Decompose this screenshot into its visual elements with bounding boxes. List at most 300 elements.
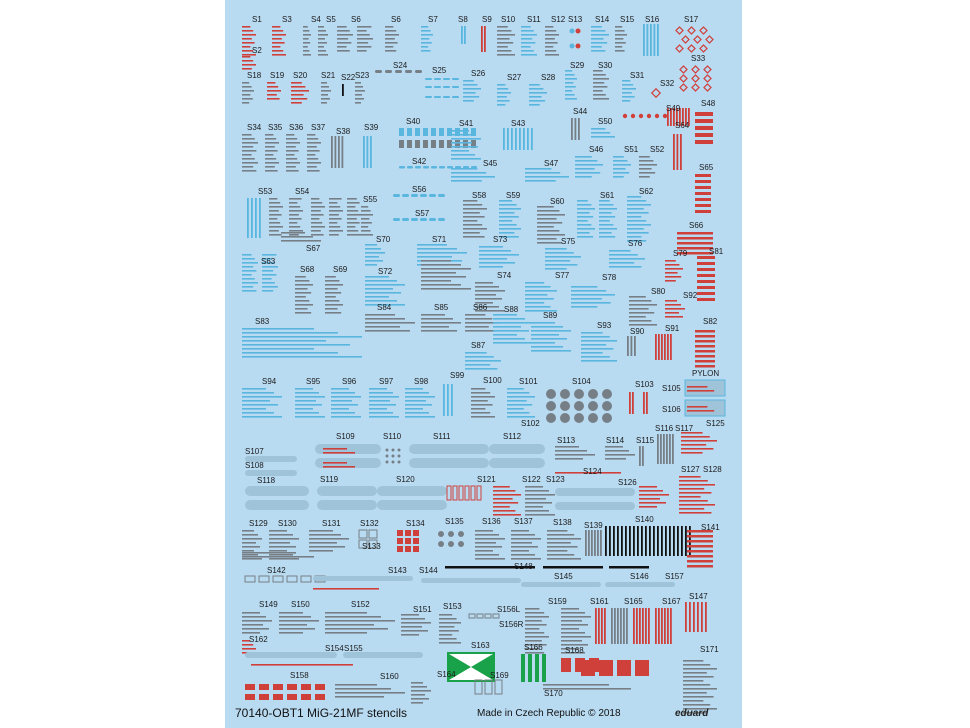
- stencil-mark: [463, 100, 474, 102]
- stencil-mark: [329, 226, 340, 228]
- stencil-mark: [669, 434, 671, 464]
- stencil-mark: [329, 210, 343, 212]
- stencil-mark: [465, 326, 489, 328]
- stencil-mark: [680, 66, 687, 73]
- stencil-mark: [581, 352, 603, 354]
- stencil-mark: [242, 648, 256, 650]
- stencil-mark: [265, 146, 275, 148]
- stencil-mark: [525, 290, 557, 292]
- stencil-mark: [555, 450, 587, 452]
- stencil-mark: [683, 664, 710, 666]
- stencil-mark: [595, 608, 597, 644]
- stencil-mark: [369, 412, 393, 414]
- stencil-mark: [311, 222, 322, 224]
- stencil-mark: [475, 530, 493, 532]
- stencil-mark: [645, 608, 647, 644]
- stencil-mark: [242, 556, 314, 558]
- stencil-mark: [542, 654, 546, 682]
- stencil-mark: [289, 230, 303, 232]
- stencil-mark: [497, 38, 510, 40]
- stencil-label: S120: [396, 475, 415, 484]
- stencil-label: S5: [326, 15, 336, 24]
- stencil-mark: [471, 416, 495, 418]
- stencil-mark: [331, 412, 355, 414]
- stencil-mark: [511, 554, 535, 556]
- stencil-mark: [438, 218, 445, 221]
- stencil-mark: [331, 388, 349, 390]
- stencil-mark: [342, 84, 344, 96]
- stencil-mark: [497, 96, 507, 98]
- stencil-mark: [439, 626, 454, 628]
- stencil-mark: [307, 154, 315, 156]
- stencil-mark: [664, 608, 666, 644]
- stencil-mark: [560, 389, 570, 399]
- stencil-mark: [475, 298, 502, 300]
- stencil-mark: [683, 680, 703, 682]
- stencil-mark: [588, 413, 598, 423]
- stencil-mark: [405, 396, 435, 398]
- stencil-mark: [629, 324, 657, 326]
- stencil-mark: [685, 380, 725, 396]
- stencil-mark: [369, 408, 387, 410]
- stencil-mark: [643, 24, 645, 56]
- stencil-mark: [417, 244, 447, 246]
- stencil-mark: [525, 306, 551, 308]
- stencil-label: S69: [333, 265, 348, 274]
- stencil-mark: [242, 624, 263, 626]
- stencil-mark: [451, 176, 495, 178]
- stencil-mark: [398, 455, 401, 458]
- stencil-mark: [421, 280, 451, 282]
- stencil-mark: [507, 412, 529, 414]
- stencil-mark: [465, 318, 492, 320]
- stencil-mark: [303, 26, 308, 28]
- stencil-mark: [575, 168, 595, 170]
- stencil-mark: [677, 242, 713, 245]
- stencil-mark: [439, 622, 461, 624]
- stencil-mark: [588, 401, 598, 411]
- stencil-mark: [561, 640, 582, 642]
- stencil-mark: [242, 102, 249, 104]
- stencil-mark: [525, 286, 551, 288]
- stencil-mark: [547, 558, 581, 560]
- stencil-mark: [315, 694, 325, 700]
- stencil-mark: [521, 42, 535, 44]
- stencil-mark: [401, 618, 425, 620]
- stencil-mark: [647, 24, 649, 56]
- stencil-mark: [625, 526, 627, 556]
- stencil-mark: [525, 180, 556, 182]
- stencil-label: S21: [321, 71, 336, 80]
- stencil-mark: [421, 268, 471, 270]
- stencil-mark: [560, 413, 570, 423]
- stencil-mark: [525, 302, 544, 304]
- stencil-mark: [242, 146, 253, 148]
- stencil-mark: [521, 46, 531, 48]
- stencil-mark: [495, 680, 502, 694]
- stencil-label: S12: [551, 15, 566, 24]
- stencil-mark: [493, 502, 518, 504]
- stencil-label: S87: [471, 341, 486, 350]
- stencil-label: S93: [597, 321, 612, 330]
- stencil-mark: [347, 234, 361, 236]
- stencil-label: S142: [267, 566, 286, 575]
- stencil-mark: [242, 34, 256, 36]
- stencil-mark: [695, 210, 711, 213]
- stencil-label: S113: [557, 436, 576, 445]
- stencil-mark: [361, 214, 373, 216]
- stencil-mark: [415, 70, 422, 73]
- stencil-mark: [421, 322, 461, 324]
- stencil-mark: [681, 440, 717, 442]
- stencil-mark: [463, 228, 487, 230]
- stencil-mark: [683, 660, 703, 662]
- stencil-mark: [685, 400, 725, 416]
- stencil-mark: [463, 232, 480, 234]
- stencil-mark: [289, 202, 297, 204]
- stencil-mark: [555, 454, 595, 456]
- stencil-mark: [335, 696, 384, 698]
- stencil-mark: [318, 30, 326, 32]
- stencil-label: S17: [684, 15, 699, 24]
- stencil-mark: [622, 80, 630, 82]
- stencil-mark: [323, 448, 347, 450]
- stencil-mark: [325, 304, 343, 306]
- stencil-mark: [545, 42, 558, 44]
- stencil-mark: [423, 140, 428, 148]
- stencil-mark: [571, 298, 602, 300]
- stencil-label: S18: [247, 71, 262, 80]
- stencil-label: S49: [666, 104, 681, 113]
- stencil-mark: [622, 84, 633, 86]
- stencil-label: S42: [412, 157, 427, 166]
- stencil-mark: [242, 352, 338, 354]
- stencil-label: S22: [341, 73, 356, 82]
- stencil-mark: [665, 276, 681, 278]
- stencil-mark: [617, 526, 619, 556]
- stencil-mark: [497, 54, 515, 56]
- stencil-mark: [303, 38, 309, 40]
- stencil-mark: [369, 400, 390, 402]
- stencil-mark: [311, 230, 321, 232]
- stencil-mark: [242, 68, 252, 70]
- stencil-mark: [499, 212, 514, 214]
- stencil-mark: [681, 452, 703, 454]
- stencil-mark: [593, 94, 606, 96]
- stencil-mark: [511, 546, 538, 548]
- stencil-mark: [581, 356, 610, 358]
- stencil-mark: [683, 688, 717, 690]
- stencil-mark: [609, 266, 641, 268]
- stencil-mark: [602, 389, 612, 399]
- stencil-mark: [609, 250, 631, 252]
- stencil-mark: [337, 42, 351, 44]
- stencil-mark: [525, 486, 543, 488]
- stencil-mark: [347, 210, 358, 212]
- stencil-mark: [365, 264, 377, 266]
- stencil-mark: [321, 82, 327, 84]
- stencil-mark: [511, 534, 535, 536]
- stencil-mark: [665, 280, 676, 282]
- stencil-mark: [667, 334, 669, 360]
- stencil-mark: [318, 42, 327, 44]
- stencil-mark: [347, 230, 358, 232]
- stencil-mark: [451, 130, 469, 132]
- stencil-mark: [680, 75, 687, 82]
- stencil-mark: [525, 608, 539, 610]
- stencil-mark: [279, 628, 315, 630]
- stencil-mark: [295, 312, 311, 314]
- stencil-mark: [398, 461, 401, 464]
- stencil-label: S20: [293, 71, 308, 80]
- stencil-label: S150: [291, 600, 310, 609]
- stencil-mark: [475, 554, 499, 556]
- stencil-mark: [615, 30, 625, 32]
- stencil-mark: [695, 119, 713, 123]
- stencil-mark: [451, 158, 481, 160]
- stencil-mark: [561, 624, 588, 626]
- stencil-mark: [497, 46, 508, 48]
- stencil-label: S25: [432, 66, 447, 75]
- stencil-mark: [627, 228, 644, 230]
- stencil-mark: [475, 546, 502, 548]
- stencil-mark: [411, 682, 423, 684]
- stencil-mark: [646, 392, 648, 414]
- stencil-mark: [295, 400, 316, 402]
- stencil-mark: [265, 150, 278, 152]
- stencil-mark: [681, 526, 683, 556]
- stencil-label: S72: [378, 267, 393, 276]
- stencil-mark: [331, 404, 358, 406]
- stencil-mark: [529, 92, 547, 94]
- stencil-mark: [511, 538, 541, 540]
- stencil-mark: [451, 168, 477, 170]
- stencil-mark: [531, 330, 571, 332]
- stencil-label: S61: [600, 191, 615, 200]
- stencil-mark: [463, 224, 482, 226]
- stencil-mark: [499, 200, 512, 202]
- stencil-mark: [365, 300, 397, 302]
- stencil-mark: [515, 128, 517, 150]
- stencil-mark: [318, 26, 324, 28]
- stencil-mark: [405, 408, 423, 410]
- stencil-mark: [272, 42, 285, 44]
- stencil-mark: [357, 26, 371, 28]
- stencil-mark: [242, 30, 253, 32]
- stencil-mark: [318, 46, 324, 48]
- stencil-label: S114: [606, 436, 625, 445]
- stencil-mark: [545, 50, 556, 52]
- stencil-mark: [417, 256, 452, 258]
- stencil-label: S56: [412, 185, 427, 194]
- stencil-mark: [405, 546, 411, 552]
- stencil-mark: [529, 96, 542, 98]
- stencil-mark: [272, 54, 286, 56]
- stencil-label: S90: [630, 327, 645, 336]
- stencil-mark: [687, 545, 713, 548]
- stencil-mark: [242, 628, 269, 630]
- stencil-mark: [465, 364, 490, 366]
- stencil-mark: [521, 34, 537, 36]
- stencil-mark: [329, 230, 343, 232]
- stencil-mark: [365, 330, 410, 332]
- stencil-mark: [565, 98, 577, 100]
- stencil-mark: [269, 546, 296, 548]
- stencil-mark: [465, 360, 501, 362]
- stencil-mark: [267, 98, 280, 100]
- stencil-label: S141: [701, 523, 720, 532]
- stencil-mark: [679, 476, 701, 478]
- stencil-mark: [599, 208, 617, 210]
- stencil-mark: [439, 166, 445, 169]
- stencil-mark: [318, 50, 326, 52]
- stencil-mark: [242, 400, 270, 402]
- stencil-label: S121: [477, 475, 496, 484]
- stencil-mark: [317, 500, 377, 510]
- stencil-mark: [313, 588, 379, 590]
- stencil-mark: [665, 300, 677, 302]
- stencil-mark: [325, 288, 338, 290]
- stencil-mark: [329, 222, 337, 224]
- stencil-mark: [335, 688, 391, 690]
- stencil-mark: [599, 228, 617, 230]
- stencil-mark: [272, 34, 286, 36]
- stencil-mark: [405, 388, 423, 390]
- stencil-mark: [273, 684, 283, 690]
- stencil-label: S112: [503, 432, 522, 441]
- stencil-mark: [401, 634, 419, 636]
- stencil-mark: [493, 494, 521, 496]
- stencil-mark: [439, 618, 457, 620]
- stencil-mark: [695, 345, 715, 348]
- stencil-mark: [463, 84, 477, 86]
- stencil-mark: [242, 138, 255, 140]
- stencil-mark: [493, 506, 510, 508]
- stencil-mark: [451, 146, 478, 148]
- stencil-mark: [537, 230, 559, 232]
- stencil-mark: [627, 336, 629, 356]
- stencil-mark: [613, 168, 626, 170]
- stencil-mark: [561, 658, 571, 672]
- stencil-mark: [295, 392, 319, 394]
- stencil-mark: [289, 234, 299, 236]
- stencil-label: S153: [443, 602, 462, 611]
- stencil-mark: [657, 526, 659, 556]
- stencil-label: S54: [295, 187, 310, 196]
- stencil-mark: [269, 542, 290, 544]
- stencil-mark: [479, 254, 519, 256]
- stencil-mark: [242, 534, 258, 536]
- stencil-mark: [477, 614, 483, 618]
- stencil-mark: [242, 64, 256, 66]
- stencil-mark: [475, 558, 505, 560]
- stencil-mark: [665, 308, 685, 310]
- stencil-label: S24: [393, 61, 408, 70]
- stencil-mark: [503, 128, 505, 150]
- stencil-mark: [421, 326, 449, 328]
- stencil-mark: [689, 602, 691, 632]
- stencil-mark: [601, 608, 603, 644]
- stencil-mark: [377, 486, 447, 496]
- stencil-mark: [309, 550, 333, 552]
- stencil-mark: [626, 608, 628, 644]
- stencil-mark: [629, 526, 631, 556]
- stencil-mark: [309, 538, 349, 540]
- stencil-mark: [311, 226, 325, 228]
- stencil-mark: [565, 78, 577, 80]
- stencil-mark: [657, 24, 659, 56]
- stencil-label: S119: [320, 475, 339, 484]
- stencil-mark: [471, 404, 493, 406]
- stencil-mark: [385, 46, 393, 48]
- stencil-mark: [438, 541, 444, 547]
- stencil-mark: [286, 138, 297, 140]
- stencil-mark: [683, 696, 714, 698]
- stencil-mark: [325, 632, 367, 634]
- stencil-mark: [242, 94, 250, 96]
- stencil-mark: [499, 228, 521, 230]
- stencil-mark: [347, 214, 361, 216]
- stencil-mark: [499, 220, 512, 222]
- stencil-label: S81: [709, 247, 724, 256]
- stencil-label: S148: [514, 562, 533, 571]
- stencil-mark: [421, 50, 431, 52]
- stencil-mark: [451, 154, 475, 156]
- stencil-mark: [325, 280, 339, 282]
- stencil-mark: [242, 170, 256, 172]
- stencil-mark: [385, 38, 395, 40]
- stencil-mark: [581, 332, 603, 334]
- stencil-label: S126: [618, 478, 637, 487]
- stencil-mark: [639, 486, 657, 488]
- stencil-mark: [405, 70, 412, 73]
- stencil-mark: [695, 198, 711, 201]
- stencil-mark: [521, 30, 534, 32]
- stencil-mark: [365, 318, 405, 320]
- stencil-mark: [631, 336, 633, 356]
- stencil-mark: [594, 530, 596, 556]
- stencil-mark: [493, 486, 510, 488]
- stencil-mark: [269, 222, 280, 224]
- stencil-mark: [262, 270, 273, 272]
- stencil-label: S104: [572, 377, 591, 386]
- stencil-mark: [439, 140, 444, 148]
- stencil-mark: [525, 294, 547, 296]
- stencil-label: S128: [703, 465, 722, 474]
- stencil-label: S169: [490, 671, 509, 680]
- stencil-label: S57: [415, 209, 430, 218]
- stencil-label: S1: [252, 15, 262, 24]
- stencil-label: S39: [364, 123, 379, 132]
- stencil-mark: [531, 350, 571, 352]
- stencil-mark: [347, 218, 357, 220]
- stencil-mark: [355, 94, 362, 96]
- stencil-mark: [421, 34, 433, 36]
- stencil-mark: [347, 198, 357, 200]
- stencil-mark: [405, 538, 411, 544]
- stencil-mark: [321, 86, 329, 88]
- stencil-mark: [493, 498, 513, 500]
- stencil-mark: [639, 446, 641, 466]
- stencil-mark: [697, 256, 715, 259]
- stencil-label: S130: [278, 519, 297, 528]
- stencil-mark: [377, 500, 447, 510]
- stencil-label: S60: [550, 197, 565, 206]
- stencil-mark: [575, 164, 603, 166]
- stencil-label: S91: [665, 324, 680, 333]
- stencil-mark: [571, 286, 597, 288]
- stencil-mark: [279, 616, 311, 618]
